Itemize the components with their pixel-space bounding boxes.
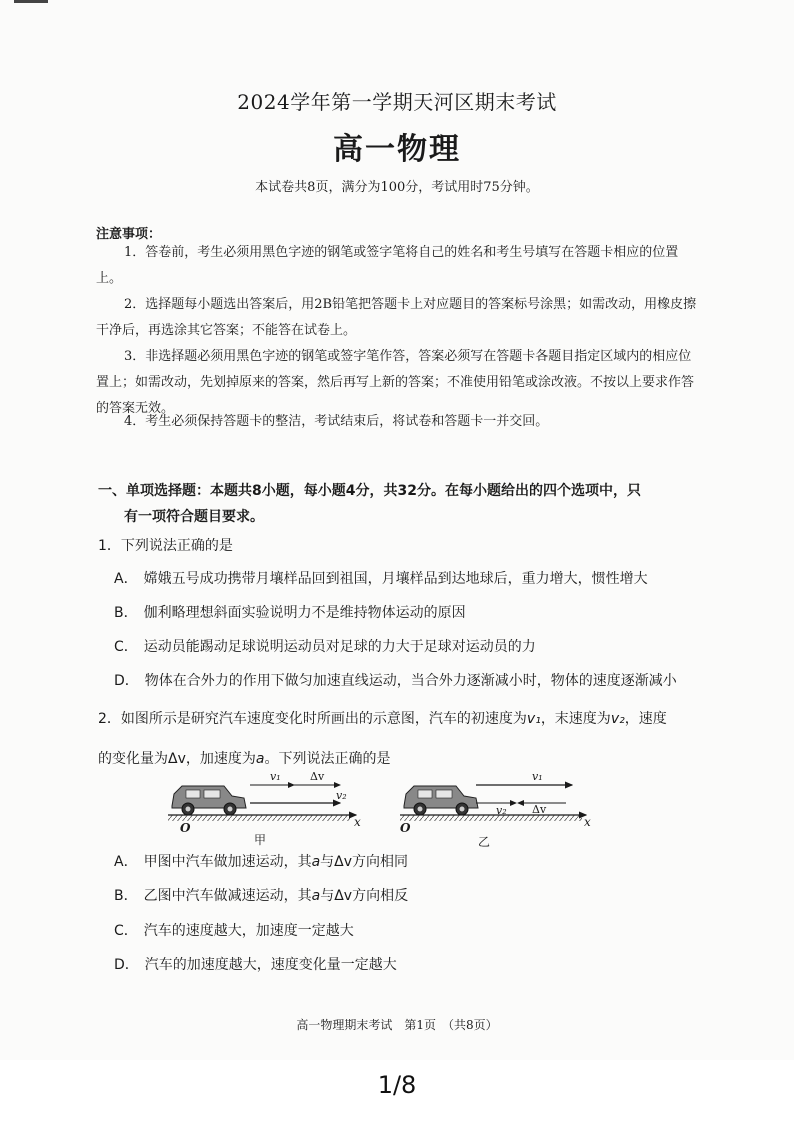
option-key: D． [114, 673, 139, 689]
exam-title: 2024学年第一学期天河区期末考试 [237, 90, 557, 114]
symbol-delta-v: Δv [334, 888, 353, 904]
symbol-v2: v₂ [610, 711, 625, 727]
symbol-v1: v₁ [526, 711, 541, 727]
page-indicator: 1/8 [377, 1071, 417, 1099]
option-text: 甲图中汽车做加速运动，其 [143, 854, 312, 870]
symbol-a: a [311, 888, 321, 904]
option-key: C． [114, 639, 138, 655]
subject-title: 高一物理 [333, 132, 461, 167]
option-text: 汽车的加速度越大，速度变化量一定越大 [144, 957, 397, 973]
label-v1: v₁ [532, 770, 543, 783]
option-key: C． [114, 923, 138, 939]
label-v1: v₁ [270, 770, 281, 783]
label-axis-x: x [584, 815, 591, 829]
symbol-a: a [311, 854, 321, 870]
section-heading-line1: 一、单项选择题：本题共8小题，每小题4分，共32分。在每小题给出的四个选项中，只 [98, 483, 641, 499]
question-1-option-b [114, 602, 466, 622]
option-key: B． [114, 605, 138, 621]
label-delta-v: Δv [310, 770, 325, 783]
car-icon [172, 786, 246, 815]
ground-hatch [168, 815, 352, 821]
symbol-a: a [255, 751, 265, 767]
velocity-diagram [160, 764, 600, 850]
label-delta-v: Δv [532, 803, 547, 816]
note-item: 3．非选择题必须用黑色字迹的钢笔或签字笔作答，答案必须写在答题卡各题目指定区域内的相应位置上；如需改动，先划掉原来的答案，然后再写上新的答案；不准使用铅笔或涂改液。不按以上要求作答的答案无效。 [96, 349, 695, 416]
stem-text: ，加速度为 [185, 751, 256, 767]
option-text: 方向相反 [352, 888, 409, 904]
option-text: 与 [320, 888, 335, 904]
option-text: 运动员能踢动足球说明运动员对足球的力大于足球对运动员的力 [143, 639, 536, 655]
question-2-option-d [114, 954, 397, 974]
label-axis-x: x [354, 815, 361, 829]
question-1-option-d [114, 670, 677, 690]
question-2-option-c [114, 920, 354, 940]
question-1-option-a [114, 568, 648, 588]
stem-text: ，速度 [624, 711, 667, 727]
ground-hatch [400, 815, 582, 821]
section-heading [98, 478, 698, 530]
label-origin: O [180, 821, 191, 835]
figure-right [400, 770, 591, 849]
figure-left [168, 770, 361, 847]
option-key: A． [114, 854, 138, 870]
option-text: 乙图中汽车做减速运动，其 [143, 888, 312, 904]
option-text: 汽车的速度越大，加速度一定越大 [143, 923, 354, 939]
option-text: 嫦娥五号成功携带月壤样品回到祖国，月壤样品到达地球后，重力增大，惯性增大 [143, 571, 648, 587]
option-key: A． [114, 571, 138, 587]
symbol-delta-v: Δv [334, 854, 353, 870]
caption-yi: 乙 [478, 835, 491, 849]
stem-text: ，末速度为 [540, 711, 611, 727]
section-heading-line2: 有一项符合题目要求。 [124, 509, 264, 525]
label-v2: v₂ [336, 789, 347, 802]
option-text: 物体在合外力的作用下做匀加速直线运动，当合外力逐渐减小时，物体的速度逐渐减小 [144, 673, 677, 689]
option-key: B． [114, 888, 138, 904]
label-origin: O [400, 821, 411, 835]
page-footer: 高一物理期末考试 第1页 （共8页） [296, 1018, 498, 1032]
question-2-stem-line1 [98, 708, 667, 730]
question-2-option-b [114, 885, 408, 905]
exam-intro: 本试卷共8页，满分为100分，考试用时75分钟。 [255, 180, 539, 195]
option-text: 伽利略理想斜面实验说明力不是维持物体运动的原因 [143, 605, 466, 621]
stem-text: 的变化量为 [98, 751, 168, 767]
car-icon [404, 786, 478, 815]
label-v2: v₂ [496, 804, 507, 817]
symbol-delta-v: Δv [168, 751, 186, 767]
notes-heading: 注意事项： [96, 227, 162, 242]
stem-text: 。下列说法正确的是 [264, 751, 391, 767]
scan-mark [14, 0, 48, 3]
note-item: 4．考生必须保持答题卡的整洁，考试结束后，将试卷和答题卡一并交回。 [124, 414, 549, 429]
note-item: 1．答卷前，考生必须用黑色字迹的钢笔或签字笔将自己的姓名和考生号填写在答题卡相应的位置上。 [96, 245, 679, 286]
option-text: 与 [320, 854, 335, 870]
note-item: 2．选择题每小题选出答案后，用2B铅笔把答题卡上对应题目的答案标号涂黑；如需改动，用橡皮擦干净后，再选涂其它答案；不能答在试卷上。 [96, 297, 697, 338]
option-key: D． [114, 957, 139, 973]
question-2-option-a [114, 851, 408, 871]
question-1-stem: 1．下列说法正确的是 [98, 538, 233, 554]
option-text: 方向相同 [352, 854, 409, 870]
stem-text: 2．如图所示是研究汽车速度变化时所画出的示意图，汽车的初速度为 [98, 711, 527, 727]
caption-jia: 甲 [254, 833, 267, 847]
question-1-option-c [114, 636, 536, 656]
